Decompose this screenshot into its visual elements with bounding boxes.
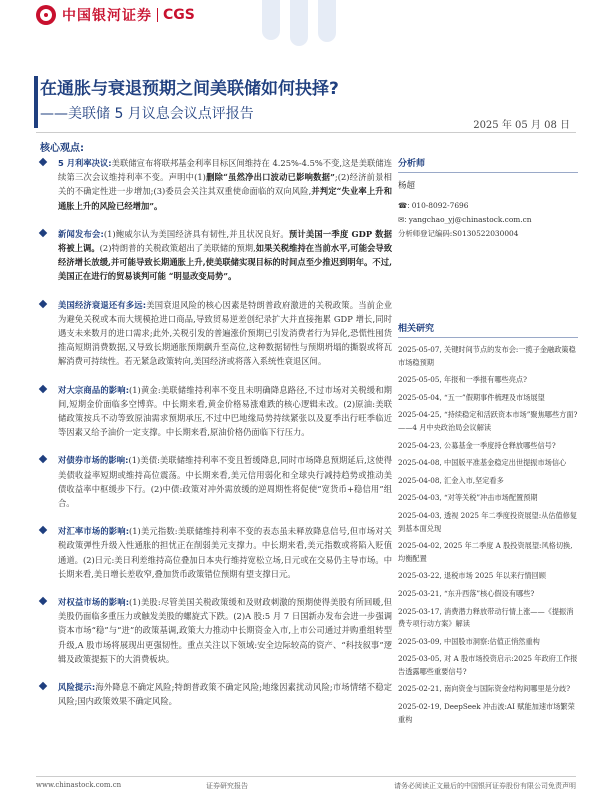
diamond-bullet-icon	[39, 526, 47, 534]
diamond-bullet-icon	[39, 597, 47, 605]
research-item[interactable]: 2025-04-08, 汇金入市,坚定看多	[398, 475, 504, 485]
paragraph-text: ;(2)经济前景相关的不确定性进一步增加;(3)委员会关注其双重使命面临的双向风险,	[58, 172, 392, 197]
email-icon: ✉:	[398, 215, 407, 224]
phone-icon: ☎:	[398, 201, 410, 210]
research-item[interactable]: 2025-04-08, 中国版平准基金稳定出世提振市场信心	[398, 458, 567, 468]
research-item[interactable]: 2025-03-09, 中国股市洞察:估值正悄然重构	[398, 636, 540, 646]
brand-name-cn: 中国银河证券	[62, 8, 152, 24]
brand-name-en: CGS	[163, 7, 195, 23]
paragraph-lead: 对汇率市场的影响:	[58, 526, 130, 537]
paragraph-text: (2)特朗普的关税政策超出了美联储的预期,	[99, 243, 256, 254]
diamond-bullet-icon	[39, 455, 47, 463]
paragraph-text: (1)美股:尽管美国关税政策缓和及财政刺激的预期使得美股有所回暖,但美股仍面临多重压力或触发美股的螺旋式下跌。(2)A 股:5 月 7 日国新办发布会进一步强调资本市场“稳”与“进”的政策基调,政策大力推动中长期资金入市,上市公司通过并购重组转型升级,A 股市场将展现出更强韧性。重点关注以下领域:安全边际较高的资产、“科技叙事”逻辑及政策提振下的大消费板块。	[58, 597, 392, 664]
paragraph	[40, 595, 392, 666]
title-accent-bar	[34, 76, 38, 128]
paragraph	[40, 227, 392, 284]
email-address[interactable]: yangchao_yj@chinastock.com.cn	[408, 215, 532, 224]
main-content	[40, 156, 392, 723]
analyst-phone	[398, 199, 578, 213]
paragraph-lead: 5 月利率决议:	[58, 158, 112, 168]
research-item[interactable]: 2025-02-21, 南向资金与国际资金结构间哪里是分歧?	[398, 684, 571, 694]
paragraph	[40, 156, 392, 213]
paragraph	[40, 453, 392, 510]
research-item[interactable]: 2025-05-04, “五一”假期事件梳理及市场展望	[398, 392, 545, 402]
paragraph	[40, 680, 392, 708]
paragraph-text: 美联储宣布将联邦基金利率目标区间维持在 4.25%-4.5%不变,这是美联储连续第三次会议维持利率不变。声明中(1)	[58, 158, 392, 183]
research-heading: 相关研究	[398, 321, 578, 338]
research-item[interactable]: 2025-04-03, 透视 2025 年二季度投资展望:从估值修复到基本面兑现	[398, 510, 578, 533]
research-item[interactable]: 2025-04-25, “持续稳定和活跃资本市场”聚焦哪些方面?——4 月中央政治局会议解读	[398, 410, 578, 432]
report-subtitle: ——美联储 5 月议息会议点评报告	[40, 106, 254, 122]
research-item[interactable]: 2025-04-03, “对等关税”冲击市场配置预期	[398, 493, 538, 503]
diamond-bullet-icon	[39, 158, 47, 166]
related-research	[398, 321, 578, 726]
paragraph-lead: 对大宗商品的影响:	[58, 384, 130, 395]
research-item[interactable]: 2025-03-21, “东升西落”核心假设有哪些?	[398, 588, 535, 598]
report-date: 2025 年 05 月 08 日	[473, 120, 570, 131]
research-list	[398, 344, 578, 726]
paragraph-lead: 风险提示:	[58, 682, 96, 693]
sidebar	[398, 156, 578, 731]
analyst-heading: 分析师	[398, 156, 578, 173]
core-views-label: 核心观点:	[40, 143, 84, 154]
research-item[interactable]: 2025-03-17, 消费潜力释放带动行情上涨——《提振消费专项行动方案》解读	[398, 606, 574, 629]
logo-separator	[157, 8, 158, 22]
paragraph-text: (1)美元指数:美联储维持利率不变的表态虽未释放降息信号,但市场对关税政策弹性升级入性通胀的担忧正在削弱美元支撑力。中长期来看,美元指数或将陷入贬值通道。(2)日元:美日利差维持高位叠加日本央行维持宽松立场,日元或在交易仍主导市场。中长期来看,美日增长差收窄,叠加货币政策错位预期有望支撑日元。	[58, 526, 392, 579]
cgs-logo-icon	[36, 5, 56, 25]
diamond-bullet-icon	[39, 682, 47, 690]
paragraph-text: (1)美债:美联储维持利率不变且暂缓降息,同时市场降息预期延后,这使得美债收益率短期或维持高位震荡。中长期来看,美元信用弱化和全球央行减持趋势或推动美债收益率中枢缓步下行。(2)中债:政策对冲外需放缓的逆周期性将促使“宽货币+稳信用”组合。	[58, 455, 392, 509]
paragraph-emphasis: 如果关税维持在当前水平,可能会导致经济增长放缓,并可能导致长期通胀上升,使美联储实现目标的时间点至少推迟到明年。不过,美国正在进行的贸易谈判可能 “明显改变局势”。	[58, 243, 392, 282]
report-header	[0, 0, 600, 34]
report-title: 在通胀与衰退预期之间美联储如何抉择?	[40, 79, 339, 99]
research-item[interactable]: 2025-05-05, 年报和一季报有哪些亮点?	[398, 375, 527, 385]
analyst-email[interactable]	[398, 213, 578, 227]
footer-disclaimer: 请务必阅读正文最后的中国银河证券股份有限公司免责声明	[394, 782, 576, 790]
research-item[interactable]: 2025-04-23, 公募基金一季度持仓释放哪些信号?	[398, 440, 556, 450]
header-divider	[36, 132, 576, 133]
footer-doc-type: 证券研究报告	[206, 782, 248, 790]
phone-number: 010-8092-7696	[411, 201, 469, 210]
paragraph-lead: 对债券市场的影响:	[58, 455, 129, 466]
research-item[interactable]: 2025-04-02, 2025 年二季度 A 股投资展望:风格切换,均衡配置	[398, 541, 573, 563]
research-item[interactable]: 2025-03-22, 退税市场 2025 年以来行情回顾	[398, 571, 546, 581]
paragraph-lead: 对权益市场的影响:	[58, 597, 130, 608]
research-item[interactable]: 2025-02-19, DeepSeek 冲击波:AI 赋能加速市场繁荣重构	[398, 702, 575, 724]
paragraph-text: 海外降息不确定风险;特朗普政策不确定风险;地缘因素扰动风险;市场情绪不稳定风险;国内政策效果不确定风险。	[58, 682, 393, 707]
paragraph-lead: 美国经济衰退还有多远:	[58, 299, 147, 310]
analyst-registration	[398, 227, 578, 241]
research-item[interactable]: 2025-03-05, 对 A 股市场投资启示:2025 年政府工作报告透露哪些重要信号?	[398, 654, 578, 676]
paragraph-text: 美国衰退风险的核心因素是特朗普政府激进的关税政策。当前企业为避免关税或本而大规模抢进口商品,导致贸易逆差创纪录扩大并直接拖累 GDP 增长,同时遇支未来数月的进口需求;此外,关税引发的普遍涨价预期已引发消费者行为异化,恐慌性囤货推高短期消费数据,又导致长期通胀预期飙升至高位,这种数据韧性与预期坍塌的撕裂或将瓦解消费可持续性。若无紧急政策转向,美国经济或将落入系统性衰退区间。	[58, 299, 392, 367]
paragraph-emphasis: 预计美国一季度 GDP 数据将被上调。	[58, 228, 392, 254]
diamond-bullet-icon	[39, 229, 47, 237]
registration-label: 分析师登记编码:	[398, 229, 453, 238]
paragraph	[40, 524, 392, 581]
paragraph	[40, 383, 392, 440]
diamond-bullet-icon	[39, 384, 47, 392]
paragraph-text: (1)黄金:美联储维持利率不变且未明确降息路径,不过市场对关税缓和期间,短期金价面临多空博弈。中长期来看,黄金价格易涨难跌的核心逻辑未改。(2)原油:美联储政策按兵不动等致原油需求预期承压,不过中巴地缘局势持续紧张以及夏季出行旺季临近等因素又给予油价一定支撑。中长期来看,原油价格仍面临下行压力。	[58, 384, 392, 438]
cgs-watermark-icon	[262, 0, 362, 48]
paragraph-text: (1)鲍威尔认为美国经济具有韧性,并且状况良好。	[103, 228, 289, 239]
paragraph-lead: 新闻发布会:	[58, 228, 104, 239]
paragraph-emphasis: 并判定“失业率上升和通胀上升的风险已经增加”。	[58, 186, 392, 211]
analyst-name: 杨超	[398, 181, 416, 191]
paragraph	[40, 298, 392, 369]
report-footer	[36, 776, 576, 795]
registration-code: S0130522030004	[452, 229, 519, 238]
footer-website[interactable]: www.chinastock.com.cn	[36, 781, 122, 789]
paragraph-emphasis: 删除“虽然净出口波动已影响数据”	[205, 172, 335, 183]
research-item[interactable]: 2025-05-07, 关键时间节点的发布会:一揽子金融政策稳市场稳预期	[398, 345, 576, 367]
brand-logo	[36, 5, 195, 25]
diamond-bullet-icon	[39, 299, 47, 307]
